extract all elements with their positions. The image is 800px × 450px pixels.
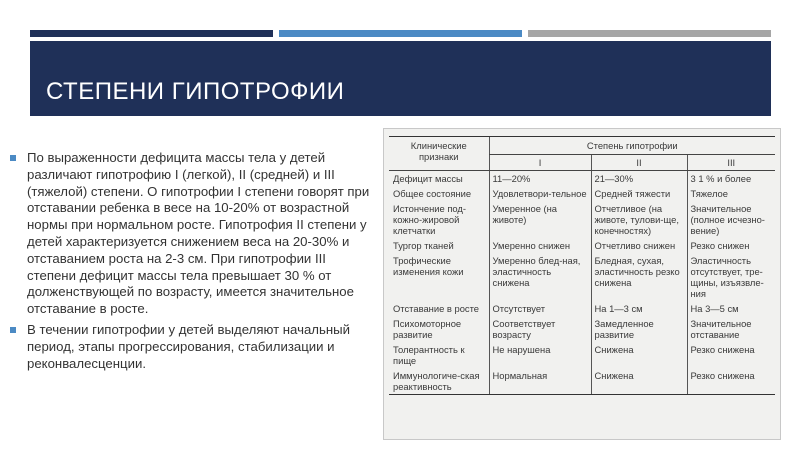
table-row bbox=[389, 238, 775, 253]
table-cell: Отчетливо снижен bbox=[591, 238, 687, 253]
square-bullet-icon bbox=[10, 327, 16, 333]
table-image bbox=[383, 128, 781, 440]
hypotrophy-degree-table bbox=[389, 136, 775, 395]
bullet-paragraph bbox=[10, 150, 376, 318]
table-cell: 3 1 % и более bbox=[687, 171, 775, 187]
table-cell: Тургор тканей bbox=[393, 240, 454, 251]
table-cell: Умеренно снижен bbox=[489, 238, 591, 253]
top-accent-bar-dark bbox=[30, 30, 273, 37]
table-cell: Тяжелое bbox=[687, 186, 775, 201]
table-cell: Умеренно блед-ная, эластичность снижена bbox=[489, 253, 591, 301]
table-cell: Значительное (полное исчезно-вение) bbox=[687, 201, 775, 238]
table-cell: Не нарушена bbox=[489, 342, 591, 368]
table-cell: На 1—3 см bbox=[591, 301, 687, 316]
title-banner bbox=[30, 41, 771, 116]
table-row bbox=[389, 301, 775, 316]
table-cell: Отчетливое (на животе, тулови-ще, конечностях) bbox=[591, 201, 687, 238]
table-cell: Резко снижен bbox=[687, 238, 775, 253]
square-bullet-icon bbox=[10, 155, 16, 161]
table-cell: Средней тяжести bbox=[591, 186, 687, 201]
table-cell: На 3—5 см bbox=[687, 301, 775, 316]
table-cell: Бледная, сухая, эластичность резко снижена bbox=[591, 253, 687, 301]
paragraph-text: По выраженности дефицита массы тела у детей различают гипотрофию I (легкой), II (средней) и III (тяжелой) степени. О гипотрофии I степени говорят при отставании ребенка в весе на 10-20% от возрастной нормы при нормальном росте. Гипотрофия II степени у детей характеризуется снижением веса на 20-30% и отставанием роста на 2-3 см. При гипотрофии III степени дефицит массы тела превышает 30 % от долженствующей по возрасту, имеется значительное отставание в росте. bbox=[27, 150, 370, 317]
table-row bbox=[389, 186, 775, 201]
table-cell: Психомоторное развитие bbox=[393, 318, 462, 340]
table-cell: Иммунологиче-ская реактивность bbox=[389, 368, 489, 395]
table-cell: Отставание в росте bbox=[393, 303, 479, 314]
table-cell: Отсутствует bbox=[489, 301, 591, 316]
top-accent-bar-gray bbox=[528, 30, 771, 37]
table-row bbox=[389, 201, 775, 238]
slide-title: СТЕПЕНИ ГИПОТРОФИИ bbox=[46, 78, 345, 105]
table-cell: Умеренное (на животе) bbox=[489, 201, 591, 238]
table-cell: Истончение под-кожно-жировой клетчатки bbox=[393, 203, 467, 236]
column-header-degree: Степень гипотрофии bbox=[489, 137, 775, 155]
column-header-clinical-signs: Клинические признаки bbox=[389, 137, 489, 171]
table-cell: Снижена bbox=[591, 368, 687, 395]
degree-header-1: I bbox=[489, 155, 591, 171]
table-row bbox=[389, 368, 775, 395]
table-cell: Нормальная bbox=[489, 368, 591, 395]
table-cell: Дефицит массы bbox=[393, 173, 463, 184]
bullet-paragraph bbox=[10, 322, 376, 372]
table-cell: Эластичность отсутствует, тре-щины, изъязвле-ния bbox=[687, 253, 775, 301]
body-text bbox=[10, 150, 376, 376]
table-cell: Резко снижена bbox=[687, 342, 775, 368]
table-cell: Общее состояние bbox=[393, 188, 472, 199]
table-cell: Замедленное развитие bbox=[591, 316, 687, 342]
table-cell: Трофические изменения кожи bbox=[393, 255, 464, 277]
degree-header-3: III bbox=[687, 155, 775, 171]
table-cell: Соответствует возрасту bbox=[489, 316, 591, 342]
table-cell: Резко снижена bbox=[687, 368, 775, 395]
table-cell: 21—30% bbox=[591, 171, 687, 187]
table-row bbox=[389, 316, 775, 342]
top-accent-bar-blue bbox=[279, 30, 522, 37]
degree-header-2: II bbox=[591, 155, 687, 171]
table-cell: Значительное отставание bbox=[687, 316, 775, 342]
paragraph-text: В течении гипотрофии у детей выделяют начальный период, этапы прогрессирования, стабилизации и реконвалесценции. bbox=[27, 321, 350, 371]
table-cell: Удовлетвори-тельное bbox=[489, 186, 591, 201]
table-row bbox=[389, 253, 775, 301]
table-row bbox=[389, 171, 775, 187]
table-cell: Снижена bbox=[591, 342, 687, 368]
table-cell: Толерантность к пище bbox=[393, 344, 465, 366]
table-cell: 11—20% bbox=[489, 171, 591, 187]
table-row bbox=[389, 342, 775, 368]
